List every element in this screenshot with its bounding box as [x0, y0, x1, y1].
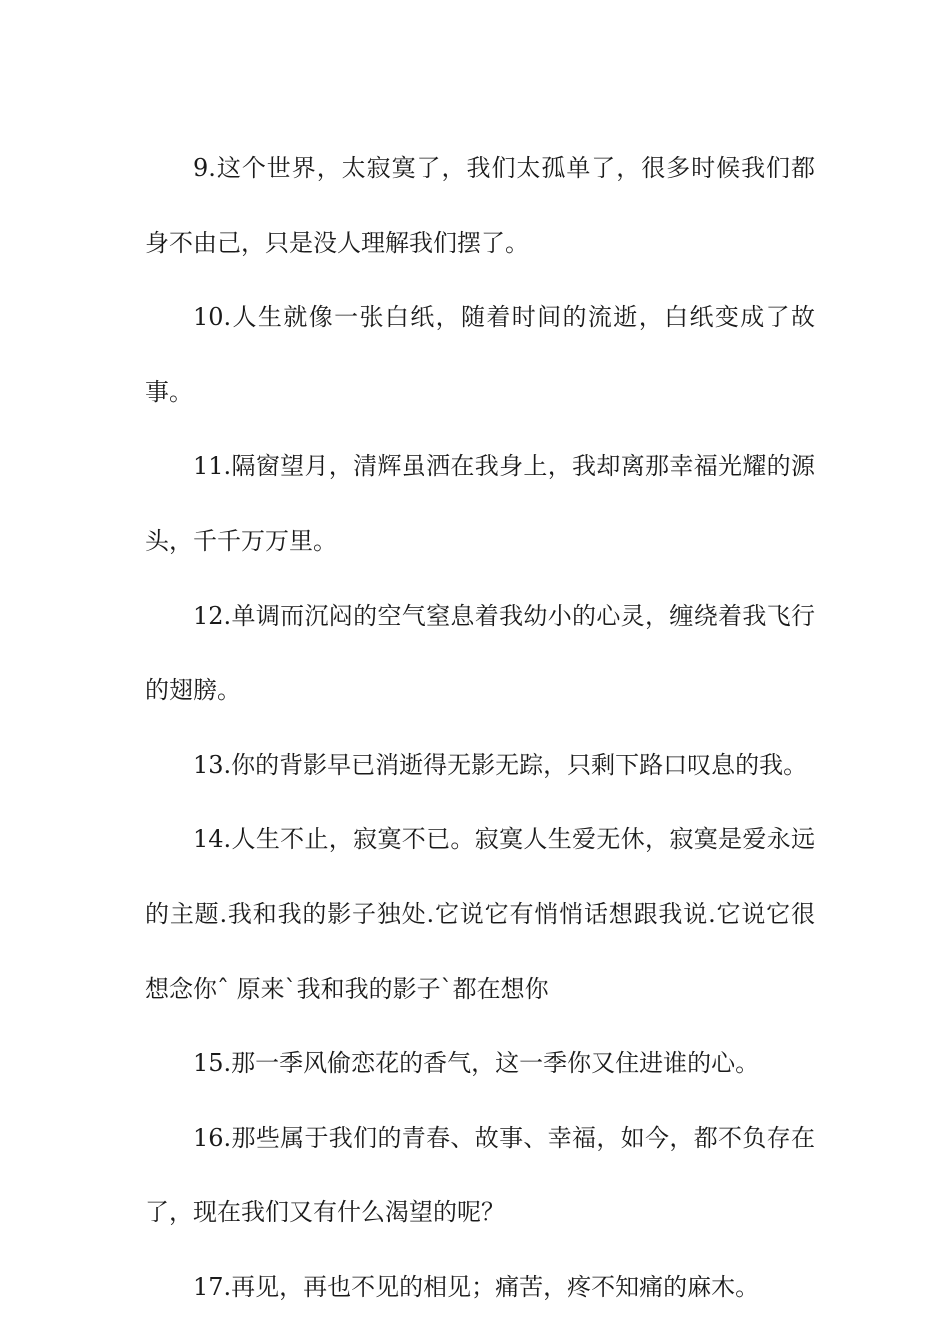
- paragraph-16: 16.那些属于我们的青春、故事、幸福，如今，都不负存在了，现在我们又有什么渴望的呢？: [145, 1123, 815, 1227]
- document-body: [145, 131, 815, 1325]
- paragraph-13: 13.你的背影早已消逝得无影无踪，只剩下路口叹息的我。: [193, 750, 808, 779]
- paragraph-11: 11.隔窗望月，清辉虽洒在我身上，我却离那幸福光耀的源头，千千万万里。: [145, 452, 815, 555]
- paragraph-9: 9.这个世界，太寂寞了，我们太孤单了，很多时候我们都身不由己，只是没人理解我们摆了。: [145, 154, 815, 257]
- paragraph-10: 10.人生就像一张白纸，随着时间的流逝，白纸变成了故事。: [145, 303, 815, 406]
- paragraph-12: 12.单调而沉闷的空气窒息着我幼小的心灵，缠绕着我飞行的翅膀。: [145, 601, 815, 705]
- paragraph-17: 17.再见，再也不见的相见；痛苦，疼不知痛的麻木。: [193, 1272, 760, 1301]
- paragraph-14: 14.人生不止，寂寞不已。寂寞人生爱无休，寂寞是爱永远的主题.我和我的影子独处.它说它有悄悄话想跟我说.它说它很想念你ˆ 原来`我和我的影子`都在想你: [145, 825, 815, 1003]
- paragraph-15: 15.那一季风偷恋花的香气，这一季你又住进谁的心。: [193, 1049, 760, 1078]
